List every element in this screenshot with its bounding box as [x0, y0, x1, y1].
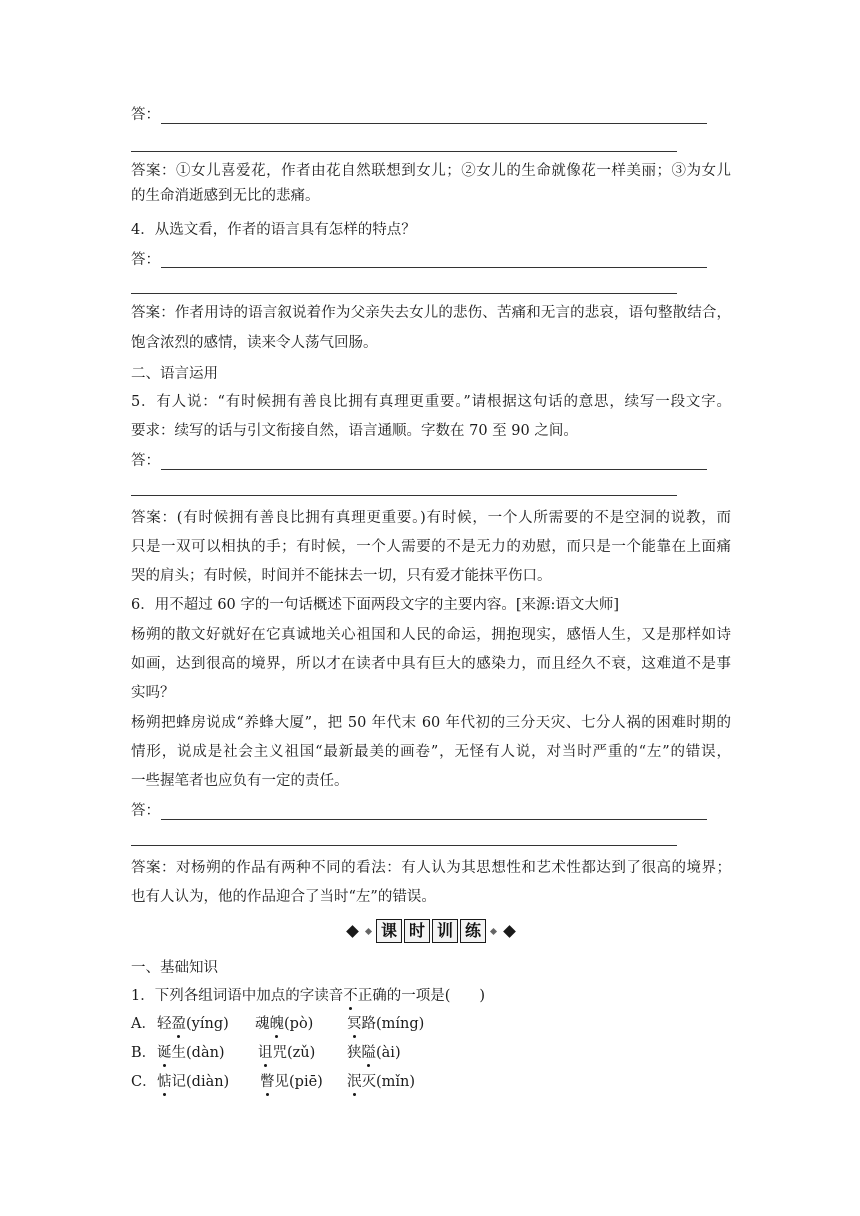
q6-paragraph2-line-1: 杨朔把蜂房说成“养蜂大厦”，把 50 年代末 60 年代初的三分天灾、七分人祸的困难时期的 [131, 715, 731, 731]
q3-answer-line-1: 答案：①女儿喜爱花，作者由花自然联想到女儿；②女儿的生命就像花一样美丽；③为女儿 [131, 163, 732, 179]
q5-answer-prompt [131, 451, 160, 471]
answer-blank-line [131, 151, 677, 152]
dotted-char: 诅 [258, 1045, 273, 1061]
option-a-item-2: 魂魄(pò) [255, 1016, 314, 1032]
banner-title [375, 919, 487, 943]
answer-prefix: 答： [131, 252, 160, 268]
answer-prefix: 答： [131, 453, 160, 469]
dotted-char: 冥 [347, 1016, 362, 1032]
q6-question: 6．用不超过 60 字的一句话概述下面两段文字的主要内容。[来源:语文大师] [131, 597, 620, 613]
diamond-ornament-icon [490, 927, 497, 934]
q3-answer-prompt [131, 105, 160, 125]
answer-blank-line [131, 495, 677, 496]
answer-blank-line [161, 267, 707, 268]
q6-answer-line-2: 也有人认为，他的作品迎合了当时“左”的错误。 [131, 889, 436, 905]
q5-question-line-2: 要求：续写的话与引文衔接自然，语言通顺。字数在 70 至 90 之间。 [131, 423, 578, 439]
q5-question-line-1: 5．有人说：“有时候拥有善良比拥有真理更重要。”请根据这句话的意思，续写一段文字。 [131, 394, 731, 410]
answer-blank-line [161, 469, 707, 470]
section-title-basic-knowledge: 一、基础知识 [131, 960, 218, 976]
q4-answer-line-1: 答案：作者用诗的语言叙说着作为父亲失去女儿的悲伤、苦痛和无言的悲哀，语句整散结合， [131, 305, 732, 321]
answer-prefix: 答： [131, 803, 160, 819]
dotted-char: 魄 [269, 1016, 284, 1032]
banner-char: 训 [432, 919, 458, 943]
q4-answer-line-2: 饱含浓烈的感情，读来令人荡气回肠。 [131, 335, 378, 351]
banner-char: 时 [404, 919, 430, 943]
q6-paragraph2-line-3: 一些握笔者也应负有一定的责任。 [131, 773, 349, 789]
q5-answer-line-1: 答案：(有时候拥有善良比拥有真理更重要。)有时候，一个人所需要的不是空洞的说教，而 [131, 510, 732, 526]
option-a-item-1: 轻盈(yíng) [157, 1016, 229, 1032]
diamond-ornament-icon [365, 927, 372, 934]
dotted-char: 泯 [347, 1074, 362, 1090]
q3-answer-line-2: 的生命消逝感到无比的悲痛。 [131, 188, 320, 204]
q5-answer-line-3: 哭的肩头；有时候，时间并不能抹去一切，只有爱才能抹平伤口。 [131, 568, 552, 584]
option-c-item-1: 惦记(diàn) [157, 1074, 230, 1090]
option-a-item-3: 冥路(míng) [347, 1016, 425, 1032]
answer-prefix: 答： [131, 107, 160, 123]
q6-answer-prompt [131, 801, 160, 821]
q4-answer-prompt [131, 250, 160, 270]
q4-question: 4．从选文看，作者的语言具有怎样的特点？ [131, 222, 416, 238]
q6-paragraph1-line-1: 杨朔的散文好就好在它真诚地关心祖国和人民的命运，拥抱现实，感悟人生，又是那样如诗 [131, 627, 731, 643]
option-b-item-3: 狭隘(ài) [347, 1045, 401, 1061]
option-c-label: C． [131, 1074, 157, 1090]
option-b-item-1: 诞生(dàn) [157, 1045, 225, 1061]
answer-blank-line [161, 819, 707, 820]
q6-paragraph1-line-2: 如画，达到很高的境界，所以才在读者中具有巨大的感染力，而且经久不衰，这难道不是事 [131, 656, 731, 672]
answer-blank-line [131, 845, 677, 846]
q1-question: 1．下列各组词语中加点的字读音不正确的一项是( ) [131, 988, 486, 1004]
dotted-char: 隘 [361, 1045, 376, 1061]
q6-paragraph2-line-2: 情形，说成是社会主义祖国“最新最美的画卷”，无怪有人说，对当时严重的“左”的错误， [131, 744, 731, 760]
banner-char: 课 [376, 919, 402, 943]
q5-answer-line-2: 只是一双可以相执的手；有时候，一个人需要的不是无力的劝慰，而只是一个能靠在上面痛 [131, 539, 731, 555]
diamond-ornament-icon [346, 925, 359, 938]
q6-paragraph1-line-3: 实吗？ [131, 685, 175, 701]
option-c-item-3: 泯灭(mǐn) [347, 1074, 416, 1090]
dotted-char: 盈 [171, 1016, 186, 1032]
answer-blank-line [161, 123, 707, 124]
dotted-char: 瞥 [260, 1074, 275, 1090]
option-b-label: B． [131, 1045, 157, 1061]
section-title-language-use: 二、语言运用 [131, 366, 218, 382]
option-a-label: A． [131, 1016, 156, 1032]
diamond-ornament-icon [503, 925, 516, 938]
dotted-char: 诞 [157, 1045, 172, 1061]
dotted-char: 惦 [157, 1074, 172, 1090]
dotted-char: 不 [343, 988, 358, 1004]
answer-blank-line [131, 293, 677, 294]
lesson-training-banner [340, 918, 522, 944]
option-c-item-2: 瞥见(piē) [260, 1074, 323, 1090]
q6-answer-line-1: 答案：对杨朔的作品有两种不同的看法：有人认为其思想性和艺术性都达到了很高的境界； [131, 860, 732, 876]
banner-char: 练 [460, 919, 486, 943]
option-b-item-2: 诅咒(zǔ) [258, 1045, 316, 1061]
